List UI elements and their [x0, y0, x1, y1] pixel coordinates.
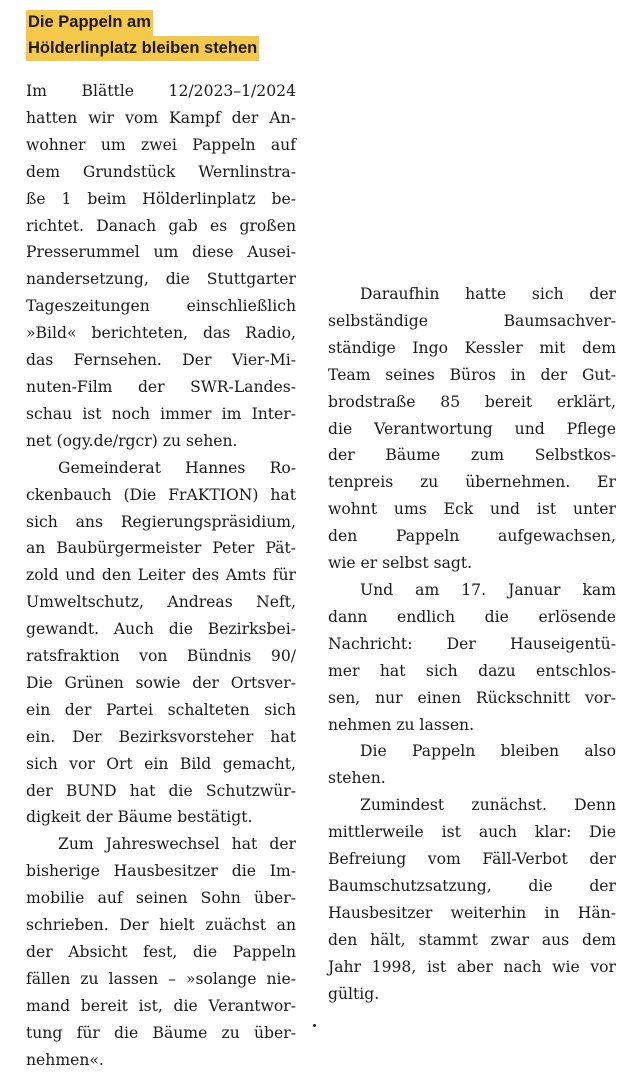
text-line: der BUND hat die Schutzwür-	[26, 781, 296, 800]
text-line: brodstraße 85 bereit erklärt,	[328, 392, 616, 411]
text-line: Jahr 1998, ist aber nach wie vor	[328, 957, 616, 976]
text-line: Die Grünen sowie der Ortsver-	[26, 673, 296, 692]
page-dot	[313, 1024, 316, 1027]
text-line: fällen zu lassen – »solange nie-	[26, 969, 296, 988]
article-title-line-1: Die Pappeln am	[26, 10, 153, 36]
text-line: mer hat sich dazu entschlos-	[328, 661, 616, 680]
text-line: Hausbesitzer weiterhin in Hän-	[328, 903, 616, 922]
text-line: mand bereit ist, die Verantwor-	[26, 996, 296, 1015]
text-line: Und am 17. Januar kam	[360, 580, 616, 599]
text-line: digkeit der Bäume bestätigt.	[26, 808, 253, 827]
text-line: sich ans Regierungspräsidium,	[26, 512, 296, 531]
text-line: Presserummel um diese Ausei-	[26, 243, 296, 262]
text-line: wie er selbst sagt.	[328, 554, 473, 573]
text-line: zold und den Leiter des Amts für	[26, 566, 296, 585]
text-line: bisherige Hausbesitzer die Im-	[26, 862, 296, 881]
text-line: ständige Ingo Kessler mit dem	[328, 338, 616, 357]
text-line: Die Pappeln bleiben also	[360, 742, 616, 761]
text-line: schau ist noch immer im Inter-	[26, 404, 296, 423]
article-title-line-2: Hölderlinplatz bleiben stehen	[26, 36, 259, 62]
text-line: Tageszeitungen einschließlich	[26, 297, 296, 316]
article-column-2	[328, 281, 616, 1007]
article-column-1	[26, 78, 296, 1074]
text-line: Umweltschutz, Andreas Neft,	[26, 593, 296, 612]
text-line: nehmen«.	[26, 1050, 104, 1069]
text-line: den hält, stammt zwar aus dem	[328, 930, 616, 949]
text-line: Nachricht: Der Hauseigentü-	[328, 634, 616, 653]
text-line: selbständige Baumsachver-	[328, 311, 616, 330]
text-line: »Bild« berichteten, das Radio,	[26, 324, 296, 343]
text-line: tung für die Bäume zu über-	[26, 1023, 296, 1042]
text-line: gewandt. Auch die Bezirksbei-	[26, 620, 296, 639]
text-line: nandersetzung, die Stuttgarter	[26, 270, 296, 289]
text-line: stehen.	[328, 769, 386, 788]
text-line: ße 1 beim Hölderlinplatz be-	[26, 189, 296, 208]
text-line: Zumindest zunächst. Denn	[360, 796, 616, 815]
text-line: wohner um zwei Pappeln auf	[26, 135, 296, 154]
text-line: den Pappeln aufgewachsen,	[328, 527, 616, 546]
text-line: tenpreis zu übernehmen. Er	[328, 473, 616, 492]
text-line: die Verantwortung und Pflege	[328, 419, 616, 438]
text-line: sich vor Ort ein Bild gemacht,	[26, 754, 296, 773]
text-line: schrieben. Der hielt zuächst an	[26, 916, 296, 935]
text-line: richtet. Danach gab es großen	[26, 216, 296, 235]
text-line: ckenbauch (Die FrAKTION) hat	[26, 485, 296, 504]
text-line: Gemeinderat Hannes Ro-	[58, 458, 296, 477]
text-line: das Fernsehen. Der Vier-Mi-	[26, 351, 296, 370]
text-line: nehmen zu lassen.	[328, 715, 475, 734]
text-line: ratsfraktion von Bündnis 90/	[26, 647, 296, 666]
text-line: ein. Der Bezirksvorsteher hat	[26, 727, 296, 746]
text-line: Daraufhin hatte sich der	[360, 285, 616, 303]
text-line: Baumschutzsatzung, die der	[328, 876, 616, 895]
text-line: Befreiung vom Fäll-Verbot der	[328, 850, 616, 869]
text-line: sen, nur einen Rückschnitt vor-	[328, 688, 616, 707]
text-line: Im Blättle 12/2023–1/2024	[26, 82, 296, 100]
text-line: net (ogy.de/rgcr) zu sehen.	[26, 431, 238, 450]
text-line: der Bäume zum Selbstkos-	[328, 446, 616, 465]
text-line: hatten wir vom Kampf der An-	[26, 108, 296, 127]
article-title	[26, 10, 259, 61]
text-line: nuten-Film der SWR-Landes-	[26, 377, 296, 396]
text-line: Team seines Büros in der Gut-	[328, 365, 616, 384]
text-line: an Baubürgermeister Peter Pät-	[26, 539, 296, 558]
text-line: dem Grundstück Wernlinstra-	[26, 162, 296, 181]
text-line: wohnt ums Eck und ist unter	[328, 500, 616, 519]
text-line: dann endlich die erlösende	[328, 607, 616, 626]
text-line: der Absicht fest, die Pappeln	[26, 943, 296, 961]
text-line: mittlerweile ist auch klar: Die	[328, 823, 616, 842]
text-line: mobilie auf seinen Sohn über-	[26, 889, 296, 908]
text-line: ein der Partei schalteten sich	[26, 700, 296, 719]
text-line: Zum Jahreswechsel hat der	[58, 835, 296, 854]
text-line: gültig.	[328, 984, 380, 1003]
